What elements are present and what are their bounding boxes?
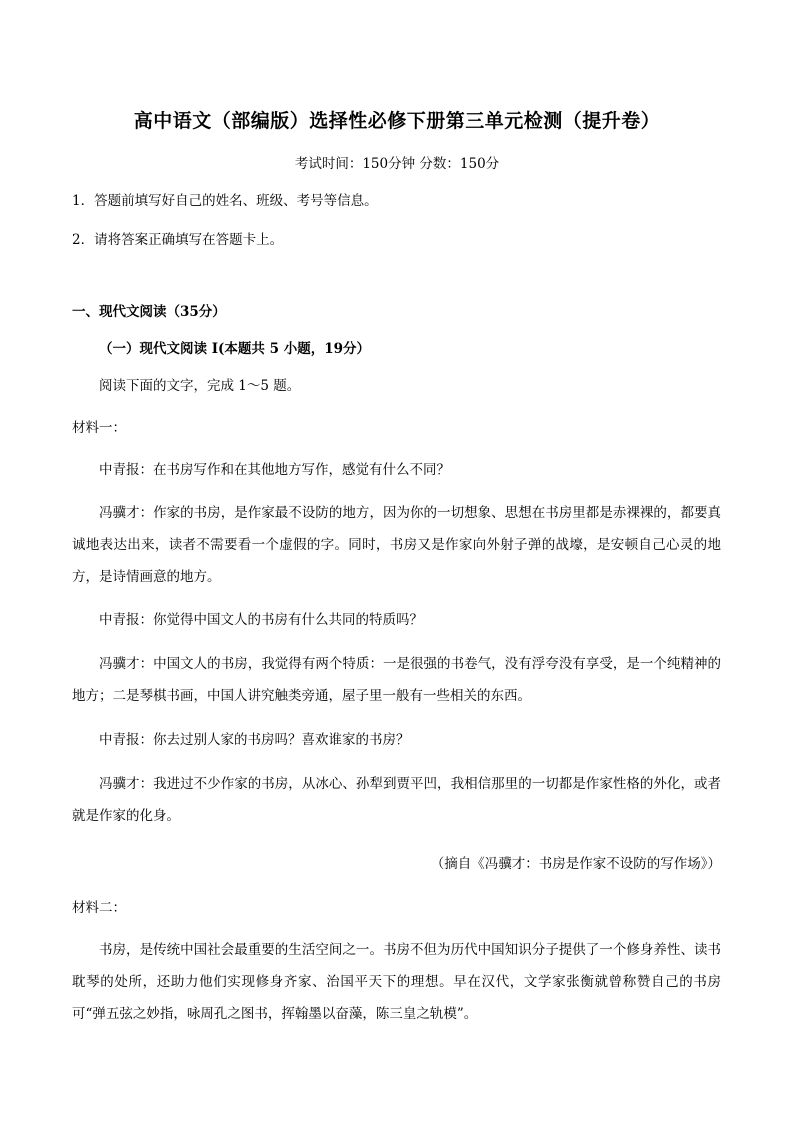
instruction-1: 1．答题前填写好自己的姓名、班级、考号等信息。 [72,193,378,209]
dialogue-line-2: 冯骥才：作家的书房，是作家最不设防的地方，因为你的一切想象、思想在书房里都是赤裸裸的，都要真诚地表达出来，读者不需要看一个虚假的字。同时，书房又是作家向外射子弹的战壕，是安顿自己心灵的地方，是诗情画意的地方。 [72,505,721,585]
material1-source: （摘自《冯骥才：书房是作家不设防的写作场》） [430,856,721,872]
exam-meta: 考试时间：150分钟 分数：150分 [294,156,500,172]
exam-title: 高中语文（部编版）选择性必修下册第三单元检测（提升卷） [133,110,661,132]
material2-label: 材料二： [72,900,126,916]
dialogue-line-4: 冯骥才：中国文人的书房，我觉得有两个特质：一是很强的书卷气，没有浮夸没有享受，是一个纯精神的地方；二是琴棋书画，中国人讲究触类旁通，屋子里一般有一些相关的东西。 [72,656,721,704]
reading-prompt: 阅读下面的文字，完成 1～5 题。 [99,378,301,394]
dialogue-line-3: 中青报：你觉得中国文人的书房有什么共同的特质吗？ [99,612,423,628]
dialogue-line-6: 冯骥才：我进过不少作家的书房，从冰心、孙犁到贾平凹，我相信那里的一切都是作家性格的外化，或者就是作家的化身。 [72,776,721,824]
material1-label: 材料一： [72,420,126,436]
sub-section-heading: （一）现代文阅读 I(本题共 5 小题，19分） [99,341,370,357]
section-heading: 一、现代文阅读（35分） [72,304,226,320]
dialogue-line-5: 中青报：你去过别人家的书房吗？喜欢谁家的书房？ [99,732,410,748]
dialogue-line-1: 中青报：在书房写作和在其他地方写作，感觉有什么不同？ [99,462,450,478]
instruction-2: 2．请将答案正确填写在答题卡上。 [72,232,284,248]
material2-paragraph: 书房，是传统中国社会最重要的生活空间之一。书房不但为历代中国知识分子提供了一个修身养性、读书耽琴的处所，还助力他们实现修身齐家、治国平天下的理想。早在汉代，文学家张衡就曾称赞自己的书房可“弹五弦之妙指，咏周孔之图书，挥翰墨以奋藻，陈三皇之轨模”。 [72,942,721,1022]
